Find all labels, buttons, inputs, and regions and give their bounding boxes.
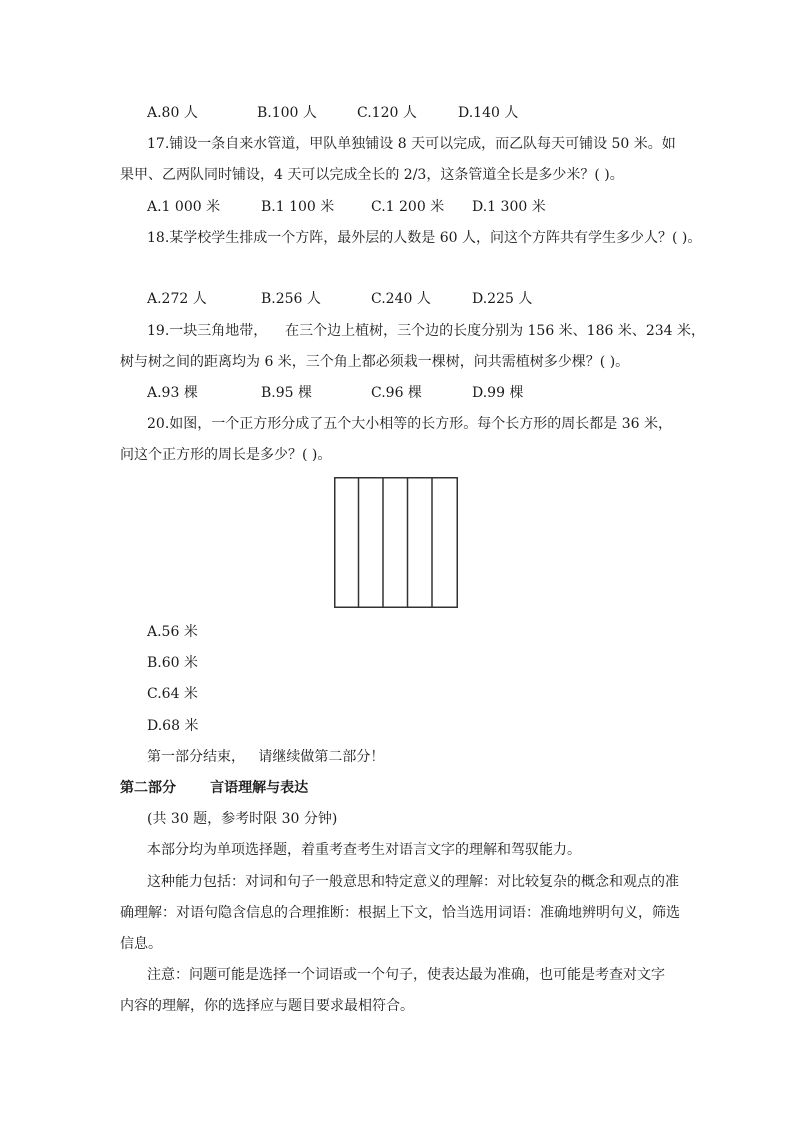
q20-text-line2: 问这个正方形的周长是多少？( )。 bbox=[120, 447, 332, 463]
q19-option-b: B.95 棵 bbox=[261, 385, 313, 401]
q16-option-d: D.140 人 bbox=[458, 105, 519, 121]
q18-option-b: B.256 人 bbox=[261, 291, 321, 307]
q20-text-line1: 20.如图，一个正方形分成了五个大小相等的长方形。每个长方形的周长都是 36 米， bbox=[147, 416, 672, 432]
section2-paragraph-1: 本部分均为单项选择题，着重考查考生对语言文字的理解和驾驭能力。 bbox=[147, 842, 581, 858]
section2-paragraph-2-line2: 确理解：对语句隐含信息的合理推断：根据上下文，恰当选用词语：准确地辨明句义，筛选 bbox=[120, 905, 680, 921]
q19-option-d: D.99 棵 bbox=[472, 385, 524, 401]
section2-paragraph-3-line2: 内容的理解，你的选择应与题目要求最相符合。 bbox=[120, 998, 414, 1014]
q18-option-a: A.272 人 bbox=[147, 291, 207, 307]
q17-text-line1: 17.铺设一条自来水管道，甲队单独铺设 8 天可以完成，而乙队每天可铺设 50 米。如 bbox=[147, 136, 676, 152]
q18-option-d: D.225 人 bbox=[472, 291, 533, 307]
section2-paragraph-2-line3: 信息。 bbox=[120, 936, 162, 952]
q18-text-line1: 18.某学校学生排成一个方阵，最外层的人数是 60 人，问这个方阵共有学生多少人？( )。 bbox=[147, 230, 702, 246]
q16-option-b: B.100 人 bbox=[257, 105, 317, 121]
q20-option-b: B.60 米 bbox=[147, 655, 199, 671]
q19-text-line1: 19.一块三角地带， 在三个边上植树，三个边的长度分别为 156 米、186 米、234 米， bbox=[147, 323, 706, 339]
square-outline bbox=[335, 478, 458, 608]
section2-paragraph-2-line1: 这种能力包括：对词和句子一般意思和特定意义的理解：对比较复杂的概念和观点的准 bbox=[147, 874, 679, 890]
q17-option-b: B.1 100 米 bbox=[261, 199, 335, 215]
q16-option-a: A.80 人 bbox=[147, 105, 198, 121]
q19-text-line2: 树与树之间的距离均为 6 米，三个角上都必须栽一棵树，问共需植树多少棵？( )。 bbox=[120, 354, 630, 370]
square-divided-figure bbox=[334, 477, 458, 608]
q19-option-a: A.93 棵 bbox=[147, 385, 198, 401]
section2-subheading: (共 30 题，参考时限 30 分钟) bbox=[147, 811, 338, 827]
section2-heading: 第二部分 言语理解与表达 bbox=[120, 780, 309, 796]
section1-end-note: 第一部分结束， 请继续做第二部分！ bbox=[147, 749, 385, 765]
q18-option-c: C.240 人 bbox=[371, 291, 431, 307]
q20-option-d: D.68 米 bbox=[147, 718, 199, 734]
q17-option-a: A.1 000 米 bbox=[147, 199, 221, 215]
q20-option-c: C.64 米 bbox=[147, 686, 198, 702]
q17-option-d: D.1 300 米 bbox=[472, 199, 546, 215]
q20-option-a: A.56 米 bbox=[147, 624, 198, 640]
q19-option-c: C.96 棵 bbox=[371, 385, 422, 401]
q16-option-c: C.120 人 bbox=[357, 105, 417, 121]
q17-text-line2: 果甲、乙两队同时铺设，4 天可以完成全长的 2/3，这条管道全长是多少米？( )。 bbox=[120, 167, 624, 183]
q17-option-c: C.1 200 米 bbox=[371, 199, 445, 215]
square-divided-figure-svg bbox=[334, 477, 458, 608]
section2-paragraph-3-line1: 注意：问题可能是选择一个词语或一个句子，使表达最为准确，也可能是考查对文字 bbox=[147, 967, 665, 983]
